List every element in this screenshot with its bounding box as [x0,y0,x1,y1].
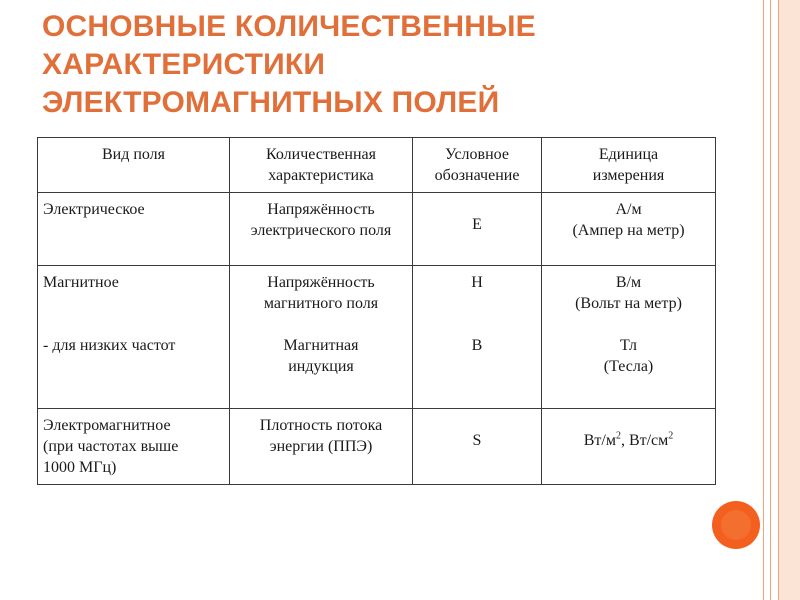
unit-text: Вт/м [583,432,616,449]
cell-text [547,430,710,451]
header-text: характеристика [268,167,374,184]
unit-exponent: 2 [615,430,621,442]
cell-field-type [38,193,230,266]
cell-symbol [413,266,542,409]
em-characteristics-table [37,137,716,485]
cell-text: Плотность потока [259,417,383,434]
frame-line [770,0,771,600]
cell-text: (Ампер на метр) [572,222,685,239]
cell-text: E [472,216,482,233]
cell-symbol [413,193,542,266]
cell-text: Напряжённость [267,274,375,291]
table-row [38,266,716,409]
title-line: ЭЛЕКТРОМАГНИТНЫХ ПОЛЕЙ [42,86,500,119]
header-symbol [413,138,542,193]
cell-text: индукция [288,358,354,375]
cell-unit [542,193,716,266]
title-line: ХАРАКТЕРИСТИКИ [42,48,326,81]
header-text: обозначение [434,167,520,184]
header-text: измерения [592,167,665,184]
cell-text: B [471,337,483,354]
header-text: Вид поля [101,146,166,163]
cell-text: Электрическое [43,201,145,218]
cell-text: H [471,274,483,291]
cell-text: Магнитная [283,337,359,354]
cell-text: Напряжённость [267,201,375,218]
header-unit [542,138,716,193]
header-characteristic [230,138,413,193]
cell-text: Тл [620,337,637,354]
cell-text: (при частотах выше [43,438,179,455]
cell-symbol [413,409,542,485]
cell-text: (Вольт на метр) [575,295,682,312]
cell-text: 1000 МГц) [43,459,117,476]
cell-text: А/м [615,201,642,218]
cell-text: В/м [615,274,642,291]
cell-text: электрического поля [250,222,392,239]
table-header-row [38,138,716,193]
cell-text: - для низких частот [43,337,176,354]
frame-band [779,0,800,600]
frame-line [763,0,764,600]
table-row [38,409,716,485]
cell-field-type [38,266,230,409]
cell-text: (Тесла) [603,358,654,375]
cell-unit [542,266,716,409]
cell-text: магнитного поля [263,295,379,312]
cell-text: S [472,432,482,449]
header-field-type [38,138,230,193]
title-line: ОСНОВНЫЕ КОЛИЧЕСТВЕННЫЕ [42,10,536,43]
cell-characteristic [230,193,413,266]
header-text: Количественная [266,146,376,163]
cell-text: Магнитное [43,274,119,291]
cell-unit [542,409,716,485]
table-row [38,193,716,266]
decorative-circle [712,501,760,549]
cell-field-type [38,409,230,485]
header-text: Условное [445,146,509,163]
header-text: Единица [598,146,659,163]
cell-text: Электромагнитное [43,417,171,434]
cell-characteristic [230,409,413,485]
cell-text: энергии (ППЭ) [269,438,373,455]
unit-text: , Вт/см [620,432,669,449]
slide-title [42,8,742,122]
unit-exponent: 2 [668,430,674,442]
cell-characteristic [230,266,413,409]
